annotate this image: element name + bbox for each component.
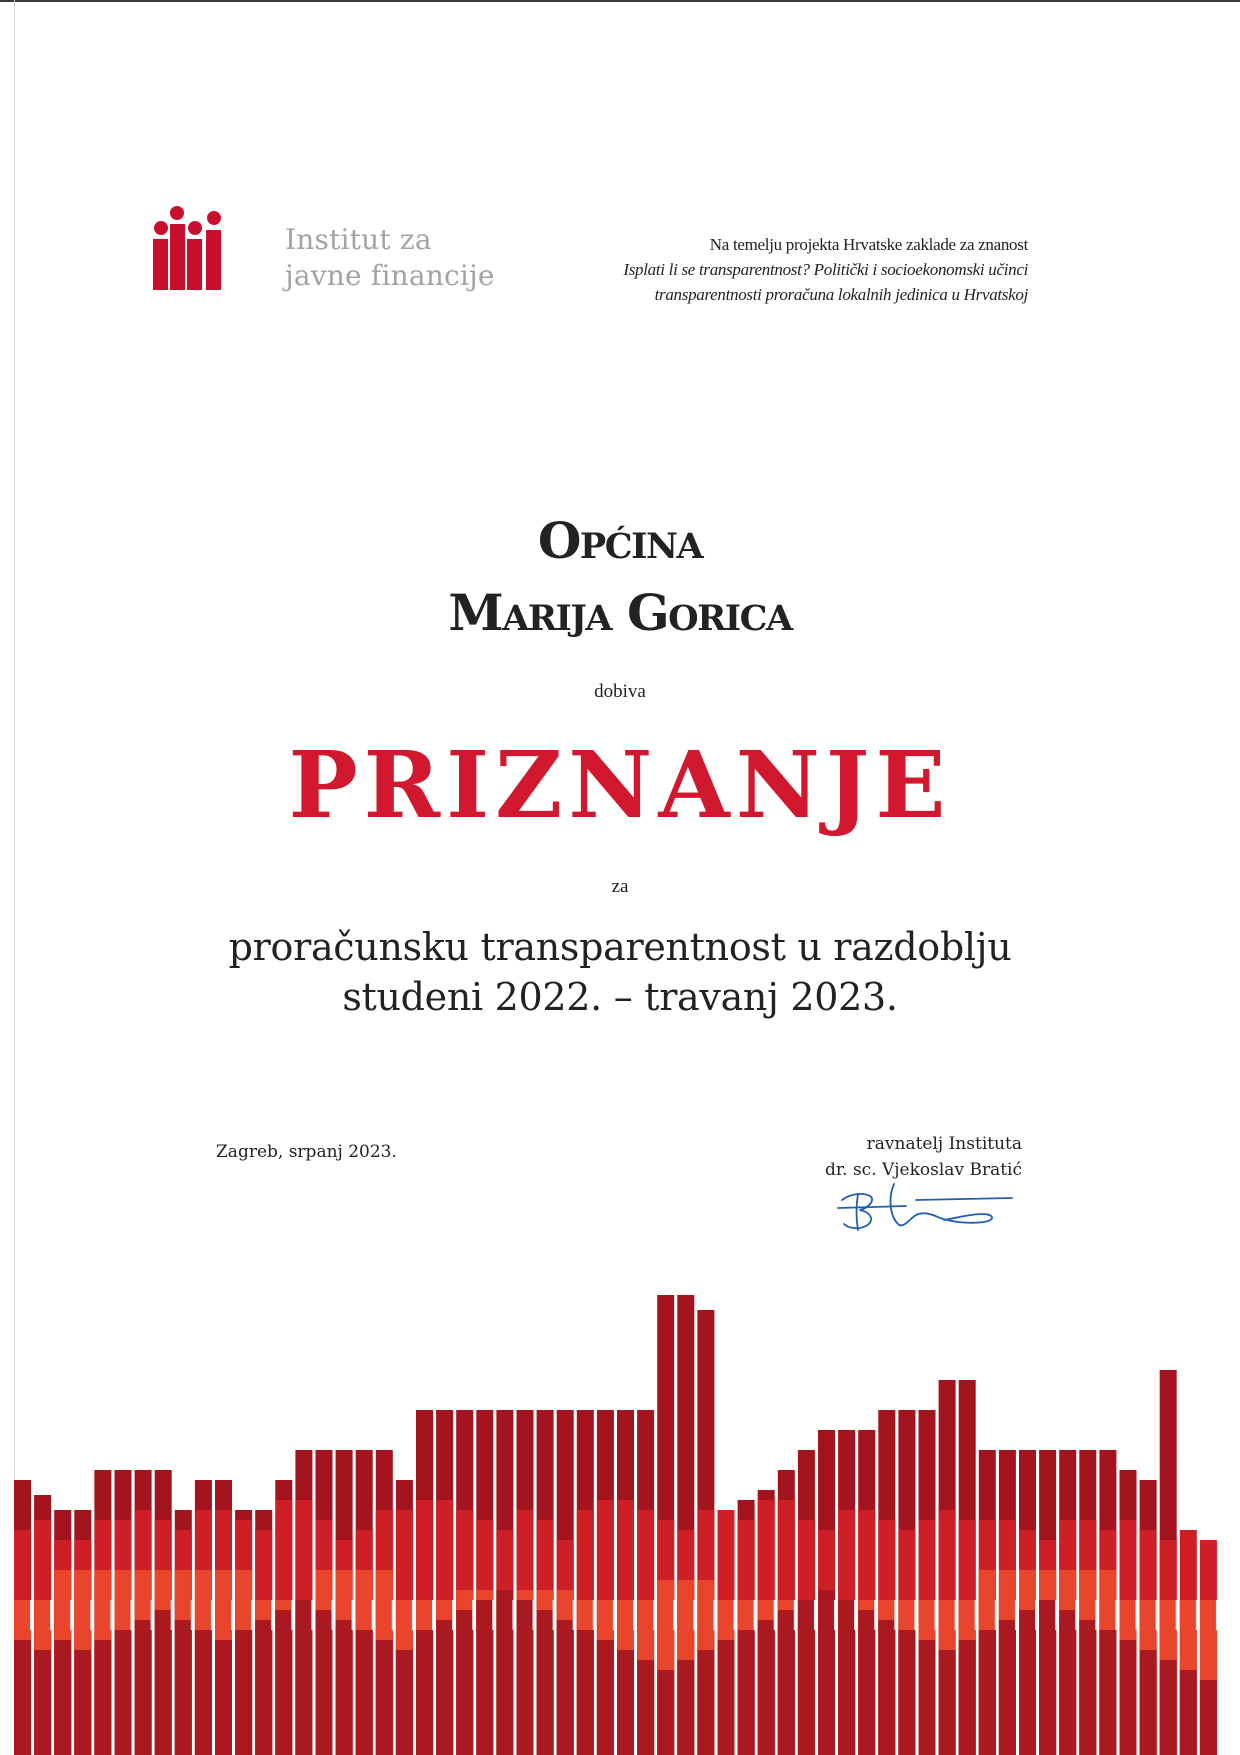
place-date: Zagreb, srpanj 2023. xyxy=(216,1142,397,1162)
skyline-gap xyxy=(311,1600,313,1630)
skyline-bar-fore xyxy=(718,1640,735,1755)
skyline-bar-fore xyxy=(557,1620,574,1755)
signatory-name: dr. sc. Vjekoslav Bratić xyxy=(825,1160,1022,1180)
receives-text: dobiva xyxy=(594,681,646,702)
signatory xyxy=(825,1131,1022,1183)
skyline-gap xyxy=(1035,1600,1037,1630)
skyline-bar-fore xyxy=(1019,1610,1036,1755)
skyline-bar-fore xyxy=(959,1640,976,1755)
skyline-gap xyxy=(432,1600,434,1630)
skyline-bar-fore xyxy=(617,1650,634,1755)
skyline-gap xyxy=(512,1600,514,1630)
skyline-gap xyxy=(231,1600,233,1630)
skyline-gap xyxy=(834,1600,836,1630)
skyline-bar-fore xyxy=(416,1630,433,1755)
award-reason xyxy=(0,922,1240,1022)
skyline-bar-fore xyxy=(1099,1630,1116,1755)
skyline-gap xyxy=(633,1600,635,1630)
skyline-gap xyxy=(1176,1600,1178,1630)
skyline-gap xyxy=(151,1600,153,1630)
skyline-bar-fore xyxy=(818,1590,835,1755)
skyline-bar-fore xyxy=(135,1620,152,1755)
skyline-gap xyxy=(814,1600,816,1630)
skyline-bar-fore xyxy=(1160,1660,1177,1755)
skyline-gap xyxy=(734,1600,736,1630)
skyline-gap xyxy=(553,1600,555,1630)
skyline-bar-fore xyxy=(476,1600,493,1755)
skyline-gap xyxy=(1055,1600,1057,1630)
skyline-bar-fore xyxy=(74,1650,91,1755)
skyline-gap xyxy=(1015,1600,1017,1630)
skyline-gap xyxy=(1136,1600,1138,1630)
signature-mark xyxy=(836,1178,1016,1238)
skyline-gap xyxy=(693,1600,695,1630)
skyline-bar-fore xyxy=(356,1630,373,1755)
skyline-bar-fore xyxy=(517,1600,534,1755)
skyline-bar-fore xyxy=(758,1620,775,1755)
skyline-bar-fore xyxy=(537,1610,554,1755)
skyline-gap xyxy=(1156,1600,1158,1630)
skyline-gap xyxy=(90,1600,92,1630)
skyline-gap xyxy=(1095,1600,1097,1630)
skyline-bar-fore xyxy=(979,1630,996,1755)
skyline-bar-fore xyxy=(999,1620,1016,1755)
skyline-gap xyxy=(1196,1600,1198,1630)
skyline-gap xyxy=(452,1600,454,1630)
institute-name-line2: javne financije xyxy=(285,259,495,292)
skyline-bar-fore xyxy=(94,1640,111,1755)
recipient-name xyxy=(0,505,1240,649)
skyline-gap xyxy=(995,1600,997,1630)
skyline-gap xyxy=(131,1600,133,1630)
skyline-bar-fore xyxy=(496,1590,513,1755)
skyline-bar-fore xyxy=(115,1630,132,1755)
skyline-bar-fore xyxy=(597,1640,614,1755)
skyline-gap xyxy=(593,1600,595,1630)
skyline-bar-fore xyxy=(54,1640,71,1755)
skyline-gap xyxy=(955,1600,957,1630)
skyline-bar-fore xyxy=(396,1650,413,1755)
skyline-decoration xyxy=(0,1270,1240,1755)
project-note-line1: Na temelju projekta Hrvatske zaklade za znanost xyxy=(709,235,1028,254)
skyline-gap xyxy=(533,1600,535,1630)
page-edge-top xyxy=(0,0,1240,2)
skyline-bar-fore xyxy=(778,1610,795,1755)
skyline-gap xyxy=(291,1600,293,1630)
award-title: PRIZNANJE xyxy=(288,731,952,839)
skyline-gap xyxy=(472,1600,474,1630)
skyline-bar-fore xyxy=(376,1640,393,1755)
skyline-gap xyxy=(613,1600,615,1630)
skyline-gap xyxy=(412,1600,414,1630)
skyline-gap xyxy=(492,1600,494,1630)
signatory-title: ravnatelj Instituta xyxy=(866,1134,1022,1154)
skyline-gap xyxy=(894,1600,896,1630)
skyline-gap xyxy=(713,1600,715,1630)
skyline-gap xyxy=(754,1600,756,1630)
skyline-bar-fore xyxy=(1180,1670,1197,1755)
skyline-bar-fore xyxy=(336,1620,353,1755)
skyline-gap xyxy=(794,1600,796,1630)
skyline-gap xyxy=(975,1600,977,1630)
skyline-gap xyxy=(372,1600,374,1630)
skyline-bar-fore xyxy=(798,1600,815,1755)
skyline-bar-fore xyxy=(34,1650,51,1755)
skyline-bar-fore xyxy=(838,1600,855,1755)
recipient-line1: Općina xyxy=(537,511,703,570)
institute-name xyxy=(285,222,495,294)
skyline-bar-fore xyxy=(657,1670,674,1755)
skyline-gap xyxy=(30,1600,32,1630)
project-note-line3: transparentnosti proračuna lokalnih jedinica u Hrvatskoj xyxy=(654,285,1028,304)
skyline-gap xyxy=(171,1600,173,1630)
skyline-gap xyxy=(392,1600,394,1630)
skyline-gap xyxy=(874,1600,876,1630)
skyline-bar-fore xyxy=(215,1640,232,1755)
recipient-line2: Marija Gorica xyxy=(448,583,792,642)
skyline-bar-fore xyxy=(1059,1610,1076,1755)
skyline-bar-fore xyxy=(1200,1680,1217,1755)
skyline-bar-fore xyxy=(637,1660,654,1755)
skyline-gap xyxy=(914,1600,916,1630)
for-text: za xyxy=(611,876,629,897)
skyline-bar-fore xyxy=(175,1620,192,1755)
skyline-bar-fore xyxy=(195,1630,212,1755)
skyline-bar-fore xyxy=(1120,1640,1137,1755)
skyline-bar-fore xyxy=(858,1610,875,1755)
skyline-gap xyxy=(332,1600,334,1630)
skyline-bar-fore xyxy=(155,1610,172,1755)
skyline-gap xyxy=(110,1600,112,1630)
skyline-gap xyxy=(935,1600,937,1630)
award-reason-line1: proračunsku transparentnost u razdoblju xyxy=(228,925,1012,969)
skyline-gap xyxy=(211,1600,213,1630)
project-note-line2: Isplati li se transparentnost? Politički i socioekonomski učinci xyxy=(623,260,1028,279)
skyline-bar-fore xyxy=(919,1640,936,1755)
skyline-bar-fore xyxy=(878,1620,895,1755)
skyline-gap xyxy=(774,1600,776,1630)
skyline-bar-fore xyxy=(275,1610,292,1755)
skyline-bar-fore xyxy=(1039,1600,1056,1755)
institute-name-line1: Institut za xyxy=(285,223,432,256)
institute-logo-icon xyxy=(150,206,224,290)
skyline-bar-fore xyxy=(436,1620,453,1755)
skyline-gap xyxy=(271,1600,273,1630)
award-reason-line2: studeni 2022. – travanj 2023. xyxy=(342,975,898,1019)
skyline-bar-fore xyxy=(14,1640,31,1755)
skyline-gap xyxy=(70,1600,72,1630)
skyline-gap xyxy=(1216,1600,1218,1630)
skyline-gap xyxy=(1236,1600,1238,1630)
skyline-gap xyxy=(191,1600,193,1630)
skyline-gap xyxy=(673,1600,675,1630)
skyline-gap xyxy=(352,1600,354,1630)
skyline-gap xyxy=(1075,1600,1077,1630)
skyline-bar-fore xyxy=(697,1650,714,1755)
skyline-bar-fore xyxy=(1140,1650,1157,1755)
skyline-bar-fore xyxy=(1079,1620,1096,1755)
skyline-bar-fore xyxy=(898,1630,915,1755)
skyline-gap xyxy=(653,1600,655,1630)
skyline-gap xyxy=(573,1600,575,1630)
skyline-bar-fore xyxy=(235,1630,252,1755)
skyline-bar-fore xyxy=(316,1610,333,1755)
skyline-bar-fore xyxy=(456,1610,473,1755)
skyline-bar-fore xyxy=(577,1630,594,1755)
skyline-gap xyxy=(50,1600,52,1630)
skyline-bar-fore xyxy=(738,1630,755,1755)
skyline-bar-fore xyxy=(255,1620,272,1755)
skyline-bar-fore xyxy=(295,1600,312,1755)
skyline-gap xyxy=(1115,1600,1117,1630)
skyline-gap xyxy=(251,1600,253,1630)
project-note xyxy=(468,232,1028,307)
skyline-gap xyxy=(854,1600,856,1630)
skyline-bar-fore xyxy=(939,1650,956,1755)
skyline-bar-fore xyxy=(677,1660,694,1755)
